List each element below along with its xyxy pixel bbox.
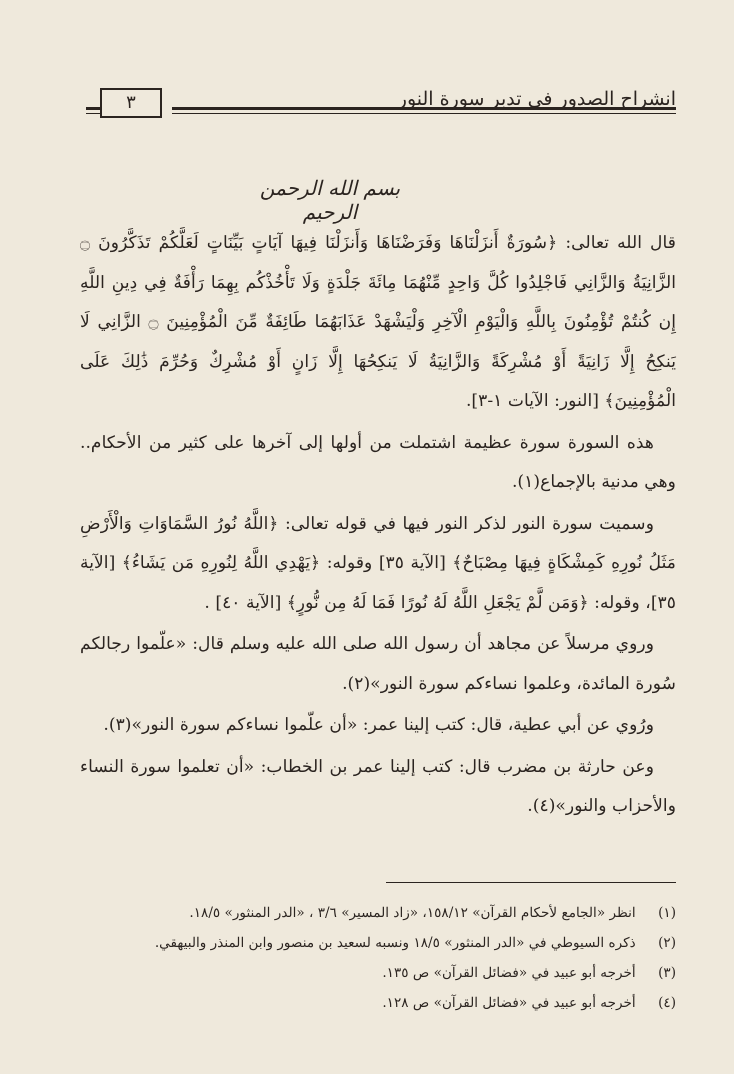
footnote-text: ذكره السيوطي في «الدر المنثور» ١٨/٥ ونسبه لسعيد بن منصور وابن المنذر والبيهقي.: [154, 935, 636, 951]
paragraph-haritha: وعن حارثة بن مضرب قال: كتب إلينا عمر بن الخطاب: «أن تعلموا سورة النساء والأحزاب والنور»(٤).: [80, 756, 676, 816]
paragraph-mujahid: وروي مرسلاً عن مجاهد أن رسول الله صلى الله عليه وسلم قال: «علّموا رجالكم سُورة المائدة، وعلموا نساءكم سورة النور»(٢).: [80, 634, 676, 694]
header-rule-left: [86, 107, 100, 110]
main-text: [80, 222, 676, 827]
paragraph-quran-quote: قال الله تعالى: ﴿سُورَةٌ أَنزَلْنَاهَا وَفَرَضْنَاهَا وَأَنزَلْنَا فِيهَا آيَاتٍ بَيِّنَاتٍ لَعَلَّكُمْ تَذَكَّرُونَ ۝ الزَّانِيَةُ وَالزَّانِي فَاجْلِدُوا كُلَّ وَاحِدٍ مِّنْهُمَا مِائَةَ جَلْدَةٍ وَلَا تَأْخُذْكُم بِهِمَا رَأْفَةٌ فِي دِينِ اللَّهِ إِن كُنتُمْ تُؤْمِنُونَ بِاللَّهِ وَالْيَوْمِ الْآخِرِ وَلْيَشْهَدْ عَذَابَهُمَا طَائِفَةٌ مِّنَ الْمُؤْمِنِينَ ۝ الزَّانِي لَا يَنكِحُ إِلَّا زَانِيَةً أَوْ مُشْرِكَةً وَالزَّانِيَةُ لَا يَنكِحُهَا إِلَّا زَانٍ أَوْ مُشْرِكٌ وَحُرِّمَ ذَٰلِكَ عَلَى الْمُؤْمِنِينَ﴾ [النور: الآيات ١-٣].: [80, 233, 677, 411]
header-rule-left-thin: [86, 113, 100, 114]
header-rule-thick: [172, 107, 676, 110]
footnote-text: انظر «الجامع لأحكام القرآن» ١٥٨/١٢، «زاد المسير» ٣/٦ ، «الدر المنثور» ١٨/٥.: [189, 905, 636, 921]
footnote-number: (٢): [658, 935, 676, 951]
paragraph-intro: هذه السورة سورة عظيمة اشتملت من أولها إلى آخرها على كثير من الأحكام.. وهي مدنية بالإجماع(١).: [80, 432, 676, 492]
book-title: انشراح الصدور في تدبر سورة النور: [397, 88, 676, 110]
running-header: [86, 86, 676, 122]
footnote-item: [80, 988, 676, 1018]
footnotes: [80, 898, 676, 1018]
footnote-number: (٤): [658, 995, 676, 1011]
paragraph-abu-atiyya: ورُوي عن أبي عطية، قال: كتب إلينا عمر: «أن علّموا نساءكم سورة النور»(٣).: [103, 715, 654, 735]
footnote-item: [80, 898, 676, 928]
footnote-item: [80, 928, 676, 958]
footnote-item: [80, 958, 676, 988]
paragraph-naming: وسميت سورة النور لذكر النور فيها في قوله تعالى: ﴿اللَّهُ نُورُ السَّمَاوَاتِ وَالْأَرْضِ مَثَلُ نُورِهِ كَمِشْكَاةٍ فِيهَا مِصْبَاحٌ﴾ [الآية ٣٥] وقوله: ﴿يَهْدِي اللَّهُ لِنُورِهِ مَن يَشَاءُ﴾ [الآية ٣٥]، وقوله: ﴿وَمَن لَّمْ يَجْعَلِ اللَّهُ لَهُ نُورًا فَمَا لَهُ مِن نُّورٍ﴾ [الآية ٤٠] .: [80, 513, 676, 613]
footnote-text: أخرجه أبو عبيد في «فضائل القرآن» ص ١٣٥.: [382, 965, 636, 981]
footnote-text: أخرجه أبو عبيد في «فضائل القرآن» ص ١٢٨.: [382, 995, 636, 1011]
footnote-number: (١): [658, 905, 676, 921]
page-number: ٣: [100, 88, 162, 118]
footnote-separator: [386, 882, 676, 883]
footnote-number: (٣): [658, 965, 676, 981]
basmala-calligraphy: بسم الله الرحمن الرحيم: [259, 176, 401, 224]
header-rule-thin: [172, 113, 676, 114]
